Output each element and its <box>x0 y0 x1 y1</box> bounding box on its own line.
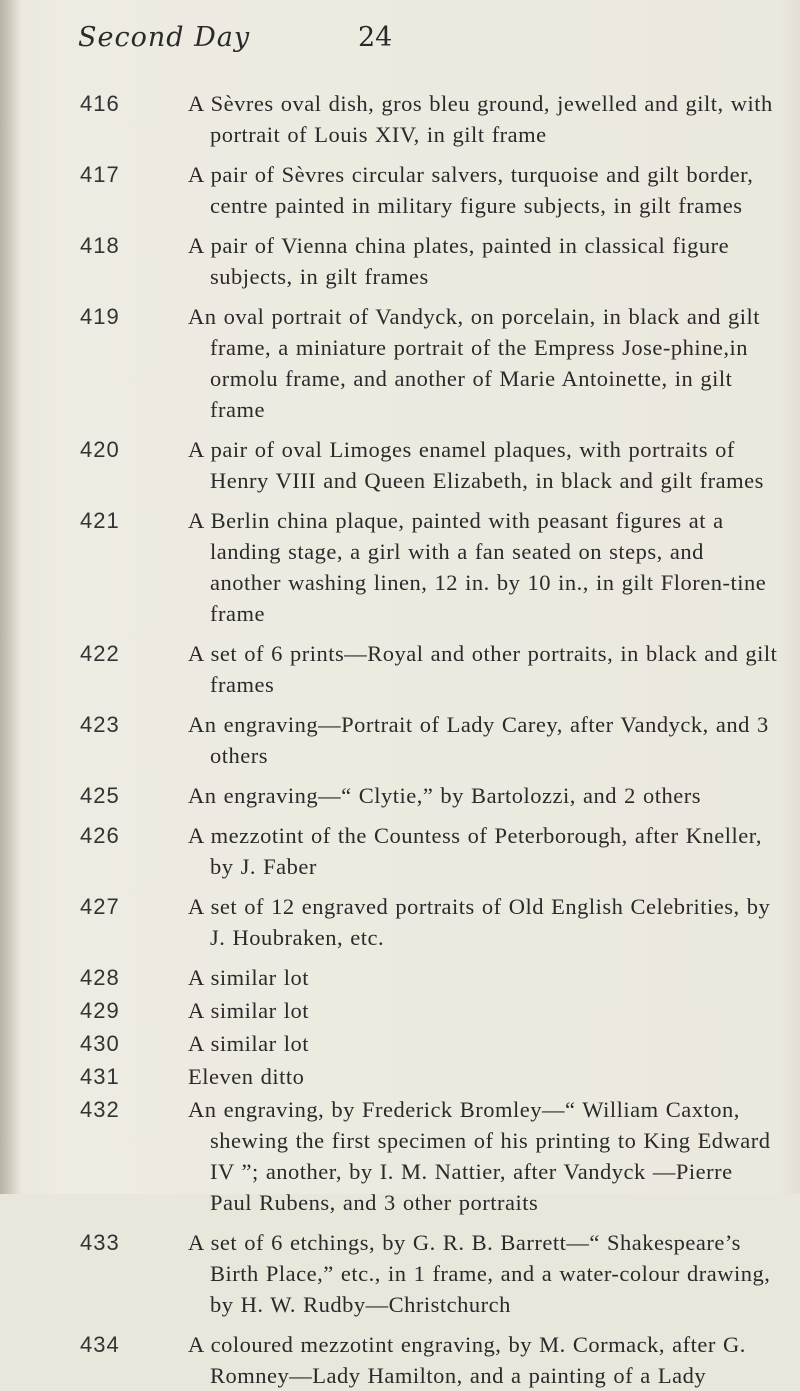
lot-entry <box>80 820 780 882</box>
lot-description: A set of 6 prints—Royal and other portraits, in black and gilt frames <box>188 641 778 697</box>
lot-number: 431 <box>80 1064 120 1089</box>
page-number: 24 <box>358 22 393 53</box>
lot-entry <box>80 434 780 496</box>
lot-number: 432 <box>80 1097 120 1122</box>
lot-description: An engraving, by Frederick Bromley—“ William Caxton, shewing the first specimen of his printing to King Edward IV ”; another, by I. M. Nattier, after Vandyck —Pierre Paul Rubens, and 3 other portraits <box>188 1097 771 1215</box>
lot-entry <box>80 1094 780 1218</box>
lot-entry <box>80 230 780 292</box>
lot-entry <box>80 962 780 993</box>
lot-description: A mezzotint of the Countess of Peterborough, after Kneller, by J. Faber <box>188 823 762 879</box>
lot-entry <box>80 638 780 700</box>
lot-number: 430 <box>80 1031 120 1056</box>
lot-entry <box>80 505 780 629</box>
lot-number: 416 <box>80 91 120 116</box>
lot-number: 426 <box>80 823 120 848</box>
lot-description: An oval portrait of Vandyck, on porcelain, in black and gilt frame, a miniature portrait of the Empress Jose-phine,in ormolu frame, and another of Marie Antoinette, in gilt frame <box>188 304 760 422</box>
lot-number: 427 <box>80 894 120 919</box>
lot-entry <box>80 301 780 425</box>
lot-number: 433 <box>80 1230 120 1255</box>
lot-description: A pair of Sèvres circular salvers, turquoise and gilt border, centre painted in military figure subjects, in gilt frames <box>188 162 754 218</box>
lot-entry <box>80 1028 780 1059</box>
lot-entry <box>80 1061 780 1092</box>
lot-number: 419 <box>80 304 120 329</box>
lot-list <box>80 88 780 1391</box>
lot-number: 434 <box>80 1332 120 1357</box>
lot-description: A similar lot <box>188 1031 309 1056</box>
lot-description: An engraving—“ Clytie,” by Bartolozzi, and 2 others <box>188 783 701 808</box>
lot-number: 421 <box>80 508 120 533</box>
lot-description: A similar lot <box>188 965 309 990</box>
lot-description: A pair of Vienna china plates, painted in classical figure subjects, in gilt frames <box>188 233 730 289</box>
page-header <box>78 22 778 62</box>
lot-entry <box>80 780 780 811</box>
lot-entry <box>80 709 780 771</box>
lot-number: 429 <box>80 998 120 1023</box>
lot-description: An engraving—Portrait of Lady Carey, after Vandyck, and 3 others <box>188 712 769 768</box>
lot-description: A set of 6 etchings, by G. R. B. Barrett—“ Shakespeare’s Birth Place,” etc., in 1 frame, and a water-colour drawing, by H. W. Rudby—Christchurch <box>188 1230 771 1317</box>
lot-entry <box>80 995 780 1026</box>
lot-description: A Sèvres oval dish, gros bleu ground, jewelled and gilt, with portrait of Louis XIV, in gilt frame <box>188 91 773 147</box>
binding-shadow <box>0 0 22 1194</box>
lot-entry <box>80 88 780 150</box>
lot-description: A similar lot <box>188 998 309 1023</box>
lot-number: 417 <box>80 162 120 187</box>
lot-description: A Berlin china plaque, painted with peasant figures at a landing stage, a girl with a fan seated on steps, and another washing linen, 12 in. by 10 in., in gilt Floren-tine frame <box>188 508 767 626</box>
lot-description: A coloured mezzotint engraving, by M. Cormack, after G. Romney—Lady Hamilton, and a painting of a Lady <box>188 1332 746 1388</box>
lot-number: 418 <box>80 233 120 258</box>
lot-number: 422 <box>80 641 120 666</box>
lot-description: A set of 12 engraved portraits of Old English Celebrities, by J. Houbraken, etc. <box>188 894 771 950</box>
lot-number: 423 <box>80 712 120 737</box>
section-title: Second Day <box>78 22 251 53</box>
lot-number: 428 <box>80 965 120 990</box>
lot-number: 425 <box>80 783 120 808</box>
lot-number: 420 <box>80 437 120 462</box>
lot-entry <box>80 1227 780 1320</box>
lot-entry <box>80 891 780 953</box>
lot-description: A pair of oval Limoges enamel plaques, with portraits of Henry VIII and Queen Elizabeth, in black and gilt frames <box>188 437 764 493</box>
lot-entry <box>80 159 780 221</box>
lot-entry <box>80 1329 780 1391</box>
lot-description: Eleven ditto <box>188 1064 305 1089</box>
